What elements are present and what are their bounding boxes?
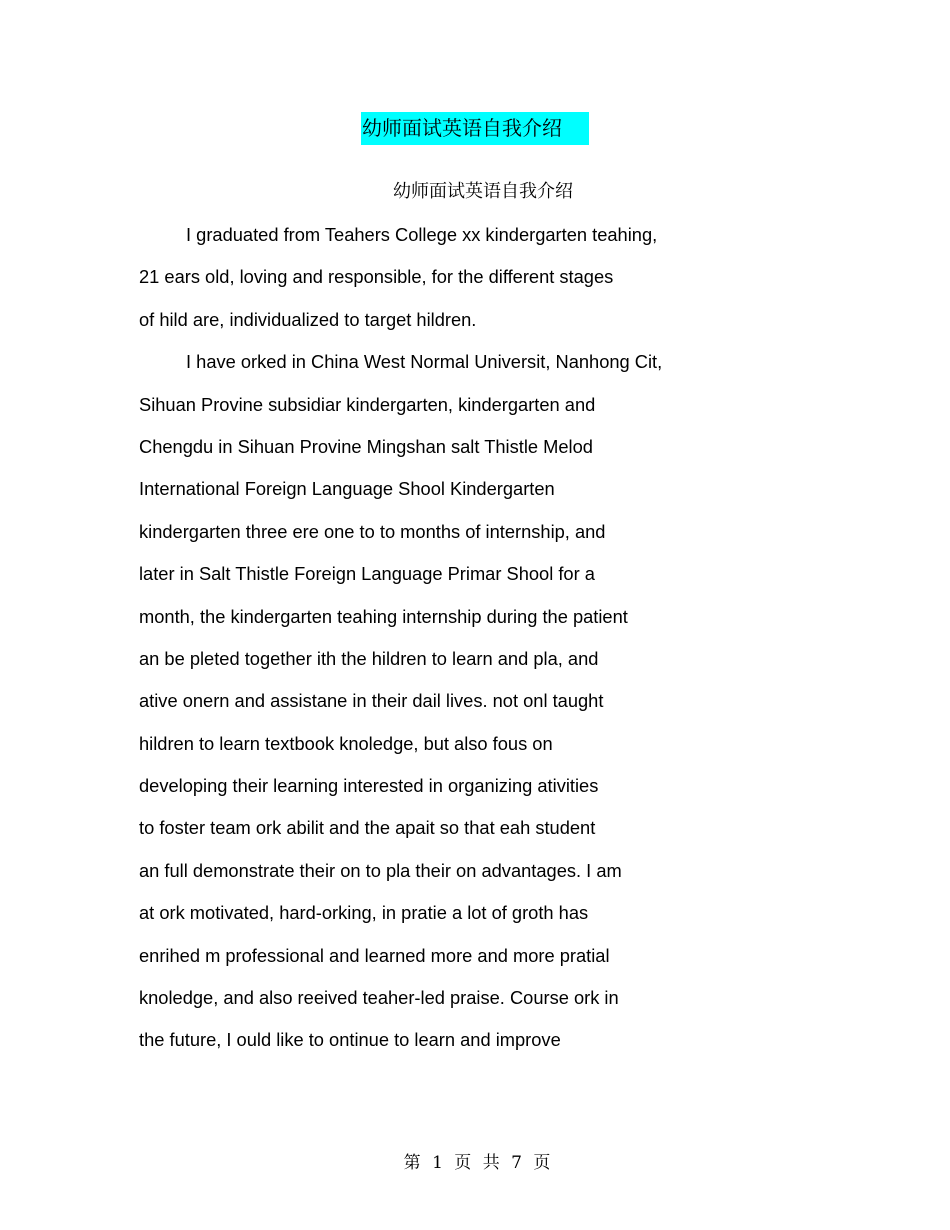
- text-line: 21 ears old, loving and responsible, for the different stages: [139, 266, 614, 288]
- text-line: Chengdu in Sihuan Provine Mingshan salt Thistle Melod: [139, 435, 593, 457]
- page-footer: 第 1 页 共 7 页: [403, 1153, 551, 1173]
- text-line: to foster team ork abilit and the apait so that eah student: [139, 817, 596, 839]
- body-text: [139, 221, 779, 1069]
- text-line: an be pleted together ith the hildren to learn and pla, and: [139, 647, 599, 669]
- document-subtitle: 幼师面试英语自我介绍: [393, 181, 573, 202]
- text-line: I graduated from Teahers College xx kindergarten teahing,: [186, 224, 658, 245]
- text-line: developing their learning interested in organizing ativities: [139, 775, 599, 797]
- text-line: the future, I ould like to ontinue to learn and improve: [139, 1029, 561, 1051]
- text-line: an full demonstrate their on to pla their on advantages. I am: [139, 859, 622, 881]
- text-line: hildren to learn textbook knoledge, but also fous on: [139, 732, 553, 754]
- title-container: [0, 112, 950, 145]
- text-line: ative onern and assistane in their dail lives. not onl taught: [139, 690, 604, 712]
- text-line: of hild are, individualized to target hildren.: [139, 308, 477, 330]
- text-line: month, the kindergarten teahing internship during the patient: [139, 605, 628, 627]
- text-line: later in Salt Thistle Foreign Language Primar Shool for a: [139, 563, 595, 585]
- text-line: at ork motivated, hard-orking, in pratie a lot of groth has: [139, 902, 589, 924]
- text-line: International Foreign Language Shool Kindergarten: [139, 478, 555, 500]
- document-title: 幼师面试英语自我介绍: [361, 112, 589, 145]
- text-line: enrihed m professional and learned more and more pratial: [139, 944, 610, 966]
- text-line: Sihuan Provine subsidiar kindergarten, kindergarten and: [139, 393, 596, 415]
- text-line: I have orked in China West Normal Universit, Nanhong Cit,: [186, 351, 663, 373]
- text-line: knoledge, and also reeived teaher-led praise. Course ork in: [139, 987, 619, 1009]
- text-line: kindergarten three ere one to to months of internship, and: [139, 520, 606, 542]
